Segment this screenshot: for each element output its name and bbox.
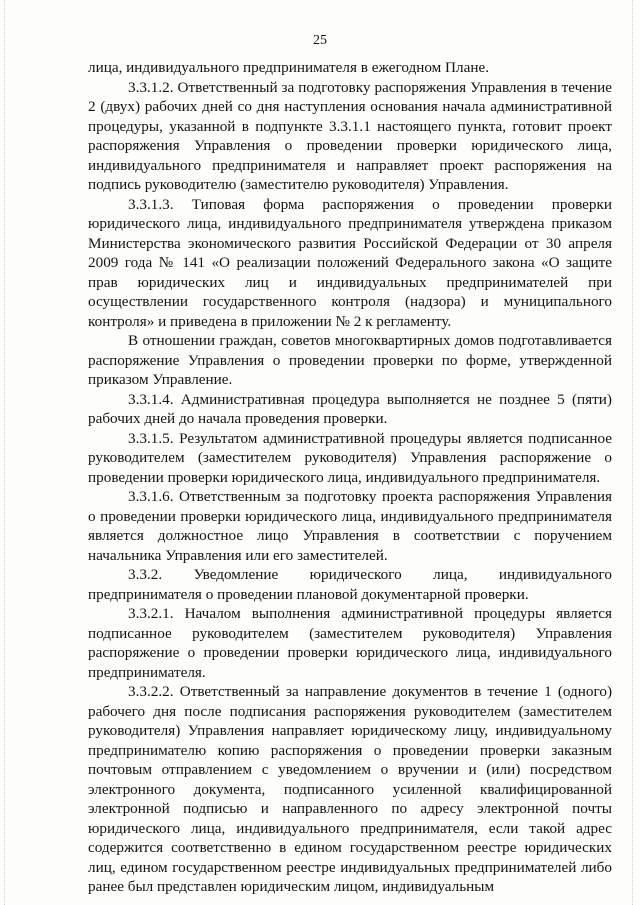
paragraph-3-3-1-4: 3.3.1.4. Административная процедура выполняется не позднее 5 (пяти) рабочих дней до начала проведения проверки. xyxy=(88,390,612,427)
paragraph-continuation: лица, индивидуального предпринимателя в ежегодном Плане. xyxy=(88,59,489,76)
page-number: 25 xyxy=(313,33,327,48)
paragraph-citizens: В отношении граждан, советов многоквартирных домов подготавливается распоряжение Управления о проведении проверки по форме, утвержденной приказом Управление. xyxy=(88,332,612,388)
paragraph-3-3-1-2: 3.3.1.2. Ответственный за подготовку распоряжения Управления в течение 2 (двух) рабочих дней со дня наступления основания начала административной процедуры, указанной в подпункте 3.3.1.1 настоящего пункта, готовит проект распоряжения Управления о проведении проверки юридического лица, индивидуального предпринимателя и направляет проект распоряжения на подпись руководителю (заместителю руководителя) Управления. xyxy=(88,78,612,193)
paragraph-3-3-1-6: 3.3.1.6. Ответственным за подготовку проекта распоряжения Управления о проведении проверки юридического лица, индивидуального предпринимателя является должностное лицо Управления в соответствии с поручением начальника Управления или его заместителей. xyxy=(88,488,612,564)
scan-edge-right xyxy=(632,0,634,905)
paragraph-3-3-2-1: 3.3.2.1. Началом выполнения административной процедуры является подписанное руководителем (заместителем руководителя) Управления распоряжение о проведении проверки юридического лица, индивидуального предпринимателя. xyxy=(88,605,612,681)
paragraph-3-3-2-2: 3.3.2.2. Ответственный за направление документов в течение 1 (одного) рабочего дня после подписания распоряжения руководителем (заместителем руководителя) Управления направляет юридическому лицу, индивидуальному предпринимателю копию распоряжения о проведении проверки заказным почтовым отправлением с уведомлением о вручении и (или) посредством электронного документа, подписанного усиленной квалифицированной электронной подписью и направленного по адресу электронной почты юридического лица, индивидуального предпринимателя, если такой адрес содержится соответственно в едином государственном реестре юридических лиц, едином государственном реестре индивидуальных предпринимателей либо ранее был представлен юридическим лицом, индивидуальным xyxy=(88,683,612,895)
paragraph-3-3-2: 3.3.2. Уведомление юридического лица, индивидуального предпринимателя о проведении плановой документарной проверки. xyxy=(88,566,612,603)
document-body xyxy=(88,58,612,897)
paragraph-3-3-1-5: 3.3.1.5. Результатом административной процедуры является подписанное руководителем (заместителем руководителя) Управления распоряжение о проведении проверки юридического лица, индивидуального предпринимателя. xyxy=(88,429,612,486)
paragraph-3-3-1-3: 3.3.1.3. Типовая форма распоряжения о проведении проверки юридического лица, индивидуального предпринимателя утверждена приказом Министерства экономического развития Российской Федерации от 30 апреля 2009 года № 141 «О реализации положений Федерального закона «О защите прав юридических лиц и индивидуальных предпринимателей при осуществлении государственного контроля (надзора) и муниципального контроля» и приведена в приложении № 2 к регламенту. xyxy=(88,195,612,330)
scan-edge-left xyxy=(4,0,6,905)
